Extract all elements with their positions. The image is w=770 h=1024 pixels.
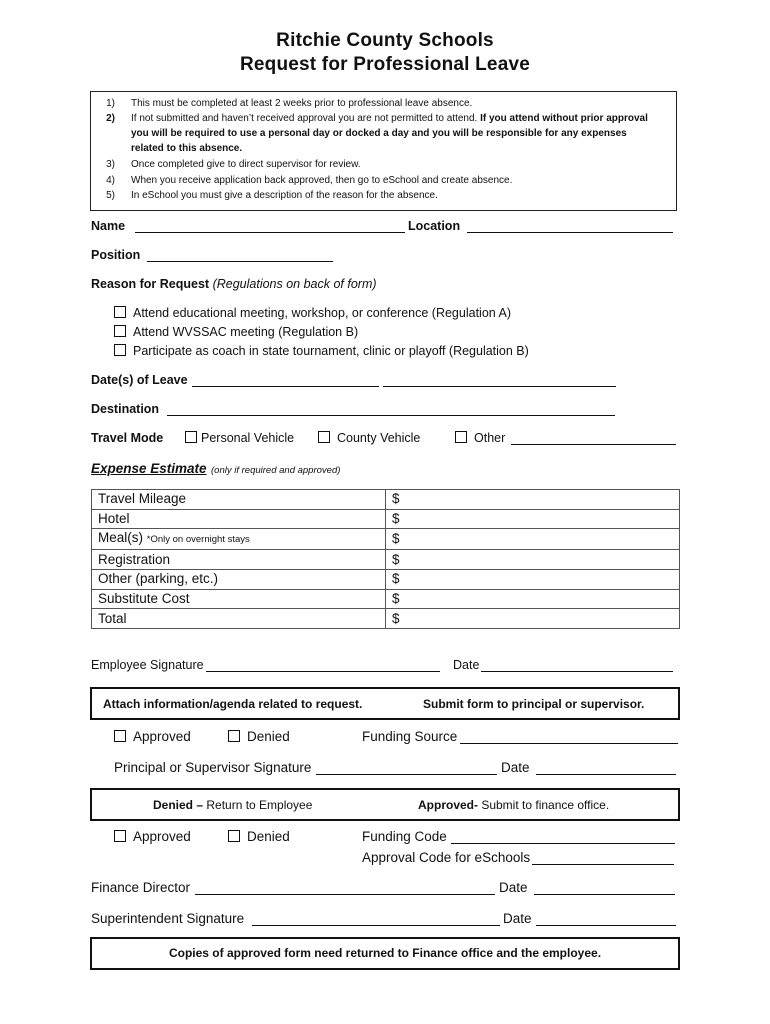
instruction-box-1 [90,687,680,720]
travel-mode-label: Travel Mode [91,431,164,445]
approval-code-label: Approval Code for eSchools [362,850,531,865]
amount-cell[interactable]: $ [386,589,680,609]
table-row: Travel Mileage $ [92,490,680,510]
table-row: Registration $ [92,550,680,570]
reason-heading: Reason for Request (Regulations on back of form) [91,277,377,291]
checkbox[interactable] [114,344,126,356]
destination-label: Destination [91,402,160,416]
funding-source-field[interactable] [460,743,678,744]
supervisor-date-label: Date [501,760,530,775]
travel-county-vehicle[interactable]: County Vehicle [318,431,420,445]
travel-personal-vehicle[interactable]: Personal Vehicle [185,431,294,445]
travel-other-field[interactable] [511,444,676,445]
table-row: Other (parking, etc.) $ [92,570,680,590]
checkbox[interactable] [228,830,240,842]
funding-source-label: Funding Source [362,729,458,744]
checkbox[interactable] [114,830,126,842]
approval-code-field[interactable] [532,864,674,865]
supervisor-signature-field[interactable] [316,774,497,775]
supervisor-date-field[interactable] [536,774,676,775]
finance-denied[interactable]: Denied [228,829,290,844]
reason-option-c[interactable]: Participate as coach in state tournament, clinic or playoff (Regulation B) [114,344,529,358]
funding-code-field[interactable] [451,843,675,844]
form-title: Request for Professional Leave [239,54,531,75]
finance-approved[interactable]: Approved [114,829,191,844]
superintendent-date-field[interactable] [536,925,676,926]
amount-cell[interactable]: $ [386,529,680,550]
amount-cell[interactable]: $ [386,609,680,629]
footer-note: Copies of approved form need returned to Finance office and the employee. [168,946,602,960]
supervisor-signature-label: Principal or Supervisor Signature [114,760,312,775]
employee-signature-field[interactable] [206,671,440,672]
checkbox[interactable] [455,431,467,443]
checkbox[interactable] [318,431,330,443]
travel-other[interactable]: Other [455,431,505,445]
superintendent-signature-label: Superintendent Signature [91,911,245,926]
checkbox[interactable] [114,306,126,318]
checkbox[interactable] [114,325,126,337]
table-row: Total $ [92,609,680,629]
amount-cell[interactable]: $ [386,509,680,529]
checkbox[interactable] [114,730,126,742]
checkbox[interactable] [185,431,197,443]
expense-table [91,489,680,629]
attach-info-text: Attach information/agenda related to request. [103,697,363,711]
location-field[interactable] [467,232,673,233]
superintendent-date-label: Date [503,911,532,926]
org-title: Ritchie County Schools [276,30,494,51]
employee-date-field[interactable] [481,671,673,672]
instructions-box: 1) This must be completed at least 2 weeks prior to professional leave absence. 2) If not submitted and haven’t received approval you are not permitted to attend. If you attend without prior approval you will be required to use a personal day or docked a day and you will be responsible for any expenses related to this absence. 3) Once completed give to direct supervisor for review. 4) When you receive application back approved, then go to eSchool and create absence. 5) In eSchool you must give a description of the reason for the absence. [90,91,677,211]
table-row: Substitute Cost $ [92,589,680,609]
date-start-field[interactable] [192,386,379,387]
table-row: Hotel $ [92,509,680,529]
employee-signature-label: Employee Signature [91,658,204,672]
amount-cell[interactable]: $ [386,490,680,510]
superintendent-signature-field[interactable] [252,925,500,926]
finance-date-field[interactable] [534,894,675,895]
funding-code-label: Funding Code [362,829,447,844]
instruction-box-2 [90,788,680,821]
amount-cell[interactable]: $ [386,550,680,570]
reason-option-a[interactable]: Attend educational meeting, workshop, or conference (Regulation A) [114,306,511,320]
employee-date-label: Date [453,658,480,672]
finance-date-label: Date [499,880,528,895]
finance-director-field[interactable] [195,894,495,895]
date-end-field[interactable] [383,386,616,387]
submit-to-principal-text: Submit form to principal or supervisor. [423,697,645,711]
position-field[interactable] [147,261,333,262]
finance-director-label: Finance Director [91,880,191,895]
expense-heading: Expense Estimate (only if required and approved) [91,461,341,476]
destination-field[interactable] [167,415,615,416]
position-label: Position [91,248,141,262]
checkbox[interactable] [228,730,240,742]
reason-option-b[interactable]: Attend WVSSAC meeting (Regulation B) [114,325,358,339]
supervisor-denied[interactable]: Denied [228,729,290,744]
footer-box [90,937,680,970]
supervisor-approved[interactable]: Approved [114,729,191,744]
location-label: Location [408,219,461,233]
amount-cell[interactable]: $ [386,570,680,590]
name-field[interactable] [135,232,405,233]
approved-submit-text: Approved- Submit to finance office. [418,798,610,812]
name-label: Name [91,219,126,233]
denied-return-text: Denied – Return to Employee [153,798,313,812]
dates-label: Date(s) of Leave [91,373,188,387]
table-row: Meal(s) *Only on overnight stays $ [92,529,680,550]
